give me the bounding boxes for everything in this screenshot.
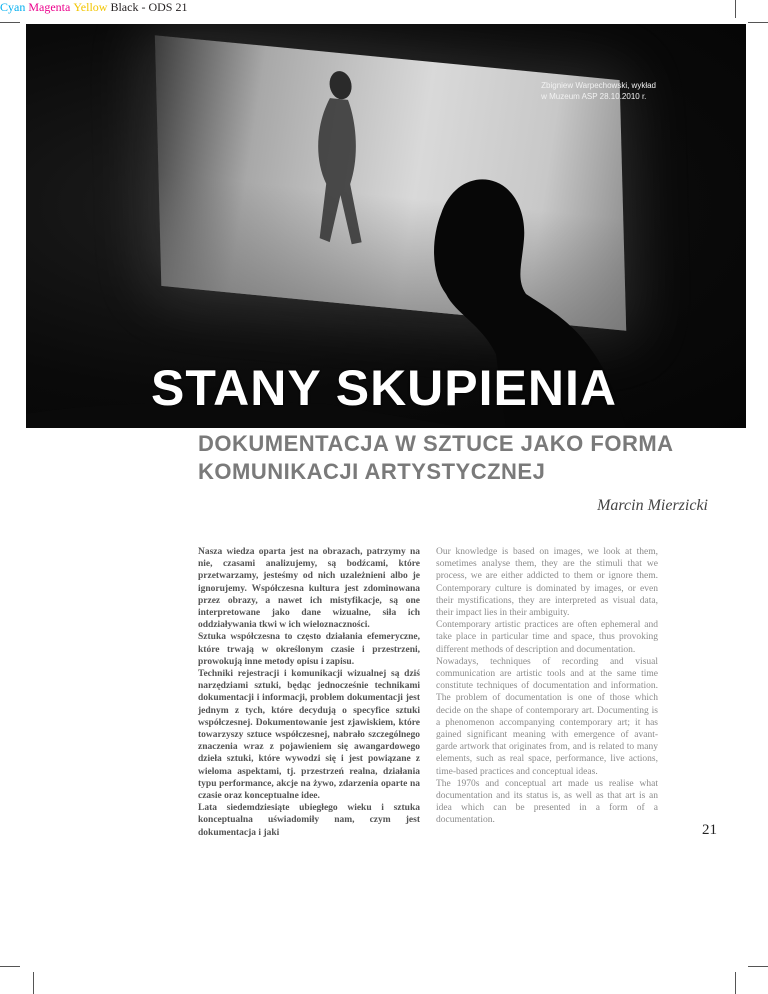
paragraph: Techniki rejestracji i komunikacji wizualnej są dziś narzędziami sztuki, będąc jednocześnie technikami dokumentacji i informacji, problem dokumentacji jest jednym z tych, które decydują o specyfice sztuki współczesnej. Dokumentowanie jest zjawiskiem, które towarzyszy sztuce współczesnej, nabrało szczególnego znaczenia wraz z pojawieniem się awangardowego dzieła sztuki, które wywodzi się i jest powiązane z wieloma aspektami, tj. przestrzeń realna, działania typu performance, akcje na żywo, zdarzenia oparte na czasie oraz konceptualne idee. [198, 669, 420, 802]
crop-mark [735, 972, 736, 994]
paragraph: Sztuka współczesna to często działania efemeryczne, które trwają w określonym czasie i przestrzeni, prowokują inne metody opisu i zapisu. [198, 632, 420, 667]
subtitle-line: DOKUMENTACJA W SZTUCE JAKO FORMA [198, 431, 674, 456]
paragraph: Nasza wiedza oparta jest na obrazach, patrzymy na nie, czasami analizujemy, są bodźcami, które przetwarzamy, jesteśmy od nich uzależnieni albo je ignorujemy. Współczesna kultura jest zdominowana przez obrazy, a nawet ich mistyfikacje, są one interpretowane jako dane wizualne, siła ich oddziaływania tkwi w ich wieloznaczności. [198, 547, 420, 631]
paragraph: Nowadays, techniques of recording and visual communication are artistic tools and at the same time constitute techniques of documentation and information. The problem of documentation is one of those which decide on the shape of contemporary art. Documenting is a phenomenon accompanying contemporary art; it has gained significant meaning with emergence of avant-garde artwork that originates from, and is related to many elements, such as real space, performance, live actions, time-based practices and conceptual ideas. [436, 656, 658, 777]
crop-mark [735, 0, 736, 18]
crop-mark [33, 972, 34, 994]
crop-mark [748, 22, 768, 23]
photo-caption [541, 80, 656, 102]
article-title: STANY SKUPIENIA [150, 360, 617, 416]
photo-caption-line: Zbigniew Warpechowski, wykład [541, 81, 656, 90]
print-color-bar [0, 0, 190, 14]
polish-text-column [198, 546, 420, 839]
paragraph: Our knowledge is based on images, we look at them, sometimes analyse them, they are the stimuli that we process, we are either addicted to them or ignore them. Contemporary culture is dominated by images, or even their mystifications, they are interpreted as visual data, their impact lies in their ambiguity. [436, 547, 658, 619]
article-subtitle [198, 430, 718, 486]
print-mark-yellow: Yellow [73, 0, 108, 14]
crop-mark [748, 966, 768, 967]
crop-mark [0, 22, 20, 23]
subtitle-line: KOMUNIKACJI ARTYSTYCZNEJ [198, 459, 546, 484]
author-name: Marcin Mierzicki [597, 497, 708, 514]
photo-caption-line: w Muzeum ASP 28.10.2010 r. [541, 92, 647, 101]
paragraph: Contemporary artistic practices are often ephemeral and take place in particular time and space, thus provoking different methods of description and documentation. [436, 620, 658, 655]
paragraph: The 1970s and conceptual art made us realise what documentation and its status is, as well as that art is an idea which can be presented in a form of a documentation. [436, 778, 658, 826]
print-mark-magenta: Magenta [28, 0, 71, 14]
page-number: 21 [702, 822, 717, 838]
crop-mark [0, 966, 20, 967]
paragraph: Lata siedemdziesiąte ubiegłego wieku i sztuka konceptualna uświadomiły nam, czym jest dokumentacja i jaki [198, 803, 420, 838]
print-mark-suffix: - ODS 21 [141, 0, 188, 14]
print-mark-black: Black [110, 0, 139, 14]
print-mark-cyan: Cyan [0, 0, 26, 14]
english-text-column [436, 546, 658, 827]
